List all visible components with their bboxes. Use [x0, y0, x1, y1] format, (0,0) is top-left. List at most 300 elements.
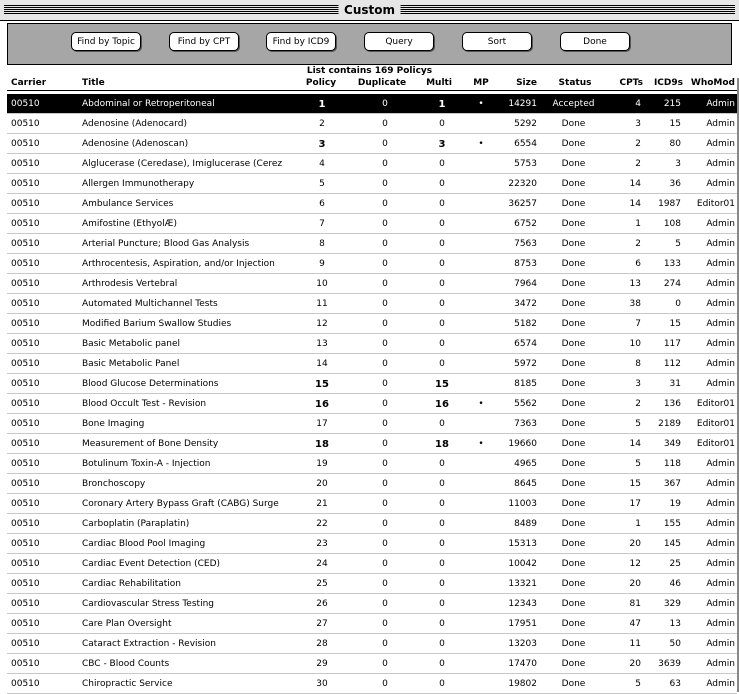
multi-cell: 0 [439, 499, 445, 509]
table-row[interactable] [7, 454, 737, 474]
carrier-cell: 00510 [11, 679, 40, 689]
carrier-cell: 00510 [11, 279, 40, 289]
carrier-cell: 00510 [11, 479, 40, 489]
size-cell: 3472 [514, 299, 537, 309]
icd9s-cell: 0 [675, 299, 681, 309]
table-row[interactable] [7, 594, 737, 614]
policy-cell: 16 [315, 399, 329, 410]
whomod-cell: Editor01 [696, 419, 735, 429]
size-cell: 12343 [508, 599, 537, 609]
cpts-cell: 14 [629, 199, 641, 209]
duplicate-cell: 0 [382, 419, 388, 429]
policy-cell: 7 [319, 219, 325, 229]
icd9s-cell: 3639 [658, 659, 681, 669]
size-cell: 19802 [508, 679, 537, 689]
status-cell: Done [561, 579, 586, 589]
duplicate-cell: 0 [382, 299, 388, 309]
cpts-cell: 8 [635, 359, 641, 369]
whomod-cell: Editor01 [696, 439, 735, 449]
icd9s-cell: 3 [675, 159, 681, 169]
size-cell: 17470 [508, 659, 537, 669]
multi-cell: 18 [435, 439, 449, 450]
carrier-cell: 00510 [11, 439, 40, 449]
cpts-cell: 3 [635, 379, 641, 389]
table-row[interactable] [7, 414, 737, 434]
size-cell: 8185 [514, 379, 537, 389]
table-row[interactable] [7, 154, 737, 174]
icd9s-cell: 19 [669, 499, 681, 509]
whomod-cell: Admin [706, 359, 735, 369]
policy-cell: 19 [316, 459, 328, 469]
status-cell: Done [561, 659, 586, 669]
icd9s-cell: 108 [663, 219, 681, 229]
cpts-cell: 3 [635, 119, 641, 129]
icd9s-cell: 15 [669, 119, 681, 129]
icd9s-cell: 1987 [658, 199, 681, 209]
multi-cell: 0 [439, 599, 445, 609]
query-button[interactable]: Query [364, 32, 434, 51]
carrier-cell: 00510 [11, 359, 40, 369]
carrier-cell: 00510 [11, 399, 40, 409]
multi-cell: 15 [435, 379, 449, 390]
column-header-size[interactable]: Size [516, 78, 537, 88]
table-row[interactable] [7, 94, 737, 114]
status-cell: Done [561, 599, 586, 609]
size-cell: 7964 [514, 279, 537, 289]
title-cell: Chiropractic Service [82, 679, 173, 689]
status-cell: Done [561, 179, 586, 189]
cpts-cell: 20 [629, 579, 641, 589]
icd9s-cell: 155 [663, 519, 681, 529]
title-cell: Automated Multichannel Tests [82, 299, 218, 309]
whomod-cell: Admin [706, 499, 735, 509]
status-cell: Done [561, 259, 586, 269]
whomod-cell: Admin [706, 339, 735, 349]
duplicate-cell: 0 [382, 559, 388, 569]
policy-cell: 13 [316, 339, 328, 349]
column-header-status[interactable]: Status [558, 78, 592, 88]
table-row[interactable] [7, 554, 737, 574]
duplicate-cell: 0 [382, 499, 388, 509]
title-cell: Basic Metabolic Panel [82, 359, 180, 369]
table-row[interactable] [7, 534, 737, 554]
size-cell: 22320 [508, 179, 537, 189]
icd9s-cell: 15 [669, 319, 681, 329]
duplicate-cell: 0 [382, 359, 388, 369]
size-cell: 14291 [508, 99, 537, 109]
whomod-cell: Editor01 [696, 199, 735, 209]
title-cell: Cataract Extraction - Revision [82, 639, 216, 649]
whomod-cell: Admin [706, 179, 735, 189]
cpts-cell: 5 [635, 459, 641, 469]
size-cell: 17951 [508, 619, 537, 629]
cpts-cell: 1 [635, 519, 641, 529]
title-cell: Cardiovascular Stress Testing [82, 599, 214, 609]
carrier-cell: 00510 [11, 619, 40, 629]
size-cell: 5182 [514, 319, 537, 329]
carrier-cell: 00510 [11, 299, 40, 309]
status-cell: Done [561, 339, 586, 349]
table-row[interactable] [7, 294, 737, 314]
duplicate-cell: 0 [382, 639, 388, 649]
multi-cell: 0 [439, 159, 445, 169]
title-cell: Botulinum Toxin-A - Injection [82, 459, 211, 469]
title-cell: Arterial Puncture; Blood Gas Analysis [82, 239, 250, 249]
duplicate-cell: 0 [382, 139, 388, 149]
size-cell: 11003 [508, 499, 537, 509]
table-row[interactable] [7, 654, 737, 674]
table-row[interactable] [7, 354, 737, 374]
icd9s-cell: 46 [669, 579, 681, 589]
whomod-cell: Admin [706, 679, 735, 689]
table-row[interactable] [7, 174, 737, 194]
duplicate-cell: 0 [382, 459, 388, 469]
whomod-cell: Admin [706, 139, 735, 149]
whomod-cell: Admin [706, 479, 735, 489]
column-header-multi[interactable]: Multi [426, 78, 452, 88]
carrier-cell: 00510 [11, 459, 40, 469]
multi-cell: 3 [438, 139, 446, 150]
status-cell: Done [561, 419, 586, 429]
icd9s-cell: 13 [669, 619, 681, 629]
mp-cell: • [478, 139, 484, 149]
policy-list [7, 94, 737, 694]
cpts-cell: 2 [635, 239, 641, 249]
whomod-cell: Admin [706, 219, 735, 229]
policy-cell: 29 [316, 659, 328, 669]
carrier-cell: 00510 [11, 239, 40, 249]
policy-cell: 18 [315, 439, 329, 450]
carrier-cell: 00510 [11, 539, 40, 549]
size-cell: 5292 [514, 119, 537, 129]
policy-cell: 12 [316, 319, 328, 329]
policy-cell: 4 [319, 159, 325, 169]
multi-cell: 0 [439, 319, 445, 329]
policy-cell: 22 [316, 519, 328, 529]
table-row[interactable] [7, 674, 737, 694]
multi-cell: 0 [439, 419, 445, 429]
title-cell: Coronary Artery Bypass Graft (CABG) Surge [82, 499, 279, 509]
multi-cell: 0 [439, 459, 445, 469]
policy-cell: 21 [316, 499, 328, 509]
multi-cell: 0 [439, 119, 445, 129]
table-row[interactable] [7, 134, 737, 154]
carrier-cell: 00510 [11, 519, 40, 529]
mp-cell: • [478, 399, 484, 409]
multi-cell: 16 [435, 399, 449, 410]
carrier-cell: 00510 [11, 419, 40, 429]
carrier-cell: 00510 [11, 219, 40, 229]
cpts-cell: 10 [629, 339, 641, 349]
icd9s-cell: 274 [663, 279, 681, 289]
column-header-duplicate[interactable]: Duplicate [357, 78, 407, 88]
whomod-cell: Admin [706, 99, 735, 109]
status-cell: Done [561, 159, 586, 169]
policy-cell: 10 [316, 279, 328, 289]
title-cell: Abdominal or Retroperitoneal [82, 99, 215, 109]
policy-cell: 20 [316, 479, 328, 489]
carrier-cell: 00510 [11, 559, 40, 569]
size-cell: 5753 [514, 159, 537, 169]
whomod-cell: Editor01 [696, 399, 735, 409]
mp-cell: • [478, 99, 484, 109]
policy-cell: 2 [319, 119, 325, 129]
whomod-cell: Admin [706, 239, 735, 249]
duplicate-cell: 0 [382, 539, 388, 549]
table-row[interactable] [7, 634, 737, 654]
cpts-cell: 14 [629, 439, 641, 449]
duplicate-cell: 0 [382, 679, 388, 689]
duplicate-cell: 0 [382, 99, 388, 109]
find-by-icd9-button[interactable]: Find by ICD9 [266, 32, 336, 51]
title-cell: Blood Glucose Determinations [82, 379, 219, 389]
status-cell: Done [561, 439, 586, 449]
column-header-mp[interactable]: MP [473, 78, 489, 88]
icd9s-cell: 118 [663, 459, 681, 469]
duplicate-cell: 0 [382, 259, 388, 269]
size-cell: 15313 [508, 539, 537, 549]
duplicate-cell: 0 [382, 659, 388, 669]
icd9s-cell: 63 [669, 679, 681, 689]
size-cell: 6752 [514, 219, 537, 229]
title-cell: Alglucerase (Ceredase), Imiglucerase (Cerez [82, 159, 283, 169]
column-header-cpts[interactable]: CPTs [619, 78, 643, 88]
duplicate-cell: 0 [382, 579, 388, 589]
duplicate-cell: 0 [382, 599, 388, 609]
whomod-cell: Admin [706, 279, 735, 289]
cpts-cell: 7 [635, 319, 641, 329]
title-cell: Carboplatin (Paraplatin) [82, 519, 190, 529]
duplicate-cell: 0 [382, 239, 388, 249]
size-cell: 13203 [508, 639, 537, 649]
table-row[interactable] [7, 434, 737, 454]
policy-cell: 11 [316, 299, 328, 309]
size-cell: 8489 [514, 519, 537, 529]
duplicate-cell: 0 [382, 339, 388, 349]
size-cell: 13321 [508, 579, 537, 589]
table-row[interactable] [7, 614, 737, 634]
icd9s-cell: 349 [663, 439, 681, 449]
title-cell: Adenosine (Adenocard) [82, 119, 187, 129]
cpts-cell: 4 [635, 99, 641, 109]
status-cell: Done [561, 479, 586, 489]
size-cell: 6574 [514, 339, 537, 349]
icd9s-cell: 5 [675, 239, 681, 249]
multi-cell: 0 [439, 479, 445, 489]
carrier-cell: 00510 [11, 579, 40, 589]
icd9s-cell: 50 [669, 639, 681, 649]
table-row[interactable] [7, 394, 737, 414]
table-row[interactable] [7, 234, 737, 254]
cpts-cell: 17 [629, 499, 641, 509]
duplicate-cell: 0 [382, 619, 388, 629]
status-cell: Done [561, 639, 586, 649]
size-cell: 8645 [514, 479, 537, 489]
multi-cell: 0 [439, 339, 445, 349]
multi-cell: 0 [439, 179, 445, 189]
carrier-cell: 00510 [11, 339, 40, 349]
title-cell: Cardiac Blood Pool Imaging [82, 539, 206, 549]
status-cell: Done [561, 199, 586, 209]
multi-cell: 0 [439, 219, 445, 229]
cpts-cell: 47 [629, 619, 641, 629]
policy-cell: 5 [319, 179, 325, 189]
policy-cell: 17 [316, 419, 328, 429]
table-row[interactable] [7, 114, 737, 134]
whomod-cell: Admin [706, 639, 735, 649]
cpts-cell: 20 [629, 659, 641, 669]
table-row[interactable] [7, 254, 737, 274]
multi-cell: 0 [439, 279, 445, 289]
size-cell: 7563 [514, 239, 537, 249]
multi-cell: 0 [439, 539, 445, 549]
title-cell: Measurement of Bone Density [82, 439, 219, 449]
cpts-cell: 13 [629, 279, 641, 289]
table-row[interactable] [7, 574, 737, 594]
column-header-icd9s[interactable]: ICD9s [653, 78, 683, 88]
carrier-cell: 00510 [11, 99, 40, 109]
policy-cell: 1 [318, 99, 326, 110]
cpts-cell: 2 [635, 399, 641, 409]
column-header-title[interactable]: Title [82, 78, 105, 88]
size-cell: 4965 [514, 459, 537, 469]
whomod-cell: Admin [706, 259, 735, 269]
carrier-cell: 00510 [11, 119, 40, 129]
size-cell: 5562 [514, 399, 537, 409]
cpts-cell: 12 [629, 559, 641, 569]
cpts-cell: 6 [635, 259, 641, 269]
icd9s-cell: 36 [669, 179, 681, 189]
status-cell: Done [561, 279, 586, 289]
table-row[interactable] [7, 494, 737, 514]
table-row[interactable] [7, 314, 737, 334]
policy-cell: 30 [316, 679, 328, 689]
icd9s-cell: 136 [663, 399, 681, 409]
cpts-cell: 5 [635, 679, 641, 689]
title-cell: Bronchoscopy [82, 479, 146, 489]
duplicate-cell: 0 [382, 219, 388, 229]
table-row[interactable] [7, 514, 737, 534]
status-cell: Done [561, 239, 586, 249]
list-count: List contains 169 Policys [306, 66, 433, 76]
icd9s-cell: 80 [669, 139, 681, 149]
carrier-cell: 00510 [11, 639, 40, 649]
done-button[interactable]: Done [560, 32, 630, 51]
title-cell: Modified Barium Swallow Studies [82, 319, 232, 329]
carrier-cell: 00510 [11, 319, 40, 329]
duplicate-cell: 0 [382, 519, 388, 529]
policy-cell: 14 [316, 359, 328, 369]
policy-cell: 9 [319, 259, 325, 269]
multi-cell: 0 [439, 359, 445, 369]
status-cell: Done [561, 519, 586, 529]
title-cell: Arthrocentesis, Aspiration, and/or Injection [82, 259, 275, 269]
status-cell: Done [561, 119, 586, 129]
column-header-whomod[interactable]: WhoMod [690, 78, 735, 88]
whomod-cell: Admin [706, 119, 735, 129]
title-cell: Care Plan Oversight [82, 619, 172, 629]
policy-cell: 15 [315, 379, 329, 390]
table-row[interactable] [7, 274, 737, 294]
icd9s-cell: 117 [663, 339, 681, 349]
size-cell: 10042 [508, 559, 537, 569]
whomod-cell: Admin [706, 599, 735, 609]
table-row[interactable] [7, 334, 737, 354]
status-cell: Accepted [552, 99, 595, 109]
find-by-cpt-button[interactable]: Find by CPT [169, 32, 239, 51]
duplicate-cell: 0 [382, 319, 388, 329]
column-header-policy[interactable]: Policy [305, 78, 337, 88]
cpts-cell: 38 [629, 299, 641, 309]
table-row[interactable] [7, 374, 737, 394]
carrier-cell: 00510 [11, 179, 40, 189]
status-cell: Done [561, 319, 586, 329]
icd9s-cell: 367 [663, 479, 681, 489]
duplicate-cell: 0 [382, 279, 388, 289]
title-cell: Allergen Immunotherapy [82, 179, 195, 189]
icd9s-cell: 2189 [658, 419, 681, 429]
whomod-cell: Admin [706, 159, 735, 169]
carrier-cell: 00510 [11, 199, 40, 209]
multi-cell: 0 [439, 659, 445, 669]
icd9s-cell: 329 [663, 599, 681, 609]
cpts-cell: 15 [629, 479, 641, 489]
status-cell: Done [561, 299, 586, 309]
carrier-cell: 00510 [11, 139, 40, 149]
cpts-cell: 20 [629, 539, 641, 549]
column-header-row [7, 78, 737, 91]
title-cell: Cardiac Rehabilitation [82, 579, 181, 589]
window-title: Custom [338, 3, 401, 17]
status-cell: Done [561, 139, 586, 149]
whomod-cell: Admin [706, 319, 735, 329]
status-cell: Done [561, 399, 586, 409]
whomod-cell: Admin [706, 519, 735, 529]
title-cell: Blood Occult Test - Revision [82, 399, 207, 409]
sort-button[interactable]: Sort [462, 32, 532, 51]
whomod-cell: Admin [706, 619, 735, 629]
multi-cell: 0 [439, 299, 445, 309]
table-row[interactable] [7, 194, 737, 214]
table-row[interactable] [7, 214, 737, 234]
cpts-cell: 14 [629, 179, 641, 189]
whomod-cell: Admin [706, 379, 735, 389]
window-titlebar[interactable] [0, 0, 739, 21]
table-row[interactable] [7, 474, 737, 494]
cpts-cell: 5 [635, 419, 641, 429]
whomod-cell: Admin [706, 579, 735, 589]
duplicate-cell: 0 [382, 399, 388, 409]
find-by-topic-button[interactable]: Find by Topic [71, 32, 141, 51]
policy-cell: 23 [316, 539, 328, 549]
policy-cell: 8 [319, 239, 325, 249]
policy-cell: 26 [316, 599, 328, 609]
icd9s-cell: 31 [669, 379, 681, 389]
cpts-cell: 11 [629, 639, 641, 649]
carrier-cell: 00510 [11, 499, 40, 509]
title-cell: Arthrodesis Vertebral [82, 279, 178, 289]
title-cell: Amifostine (EthyolÆ) [82, 219, 177, 229]
mp-cell: • [478, 439, 484, 449]
icd9s-cell: 145 [663, 539, 681, 549]
policy-cell: 3 [318, 139, 326, 150]
whomod-cell: Admin [706, 659, 735, 669]
policy-cell: 24 [316, 559, 328, 569]
size-cell: 19660 [508, 439, 537, 449]
status-cell: Done [561, 359, 586, 369]
icd9s-cell: 112 [663, 359, 681, 369]
column-header-carrier[interactable]: Carrier [11, 78, 47, 88]
